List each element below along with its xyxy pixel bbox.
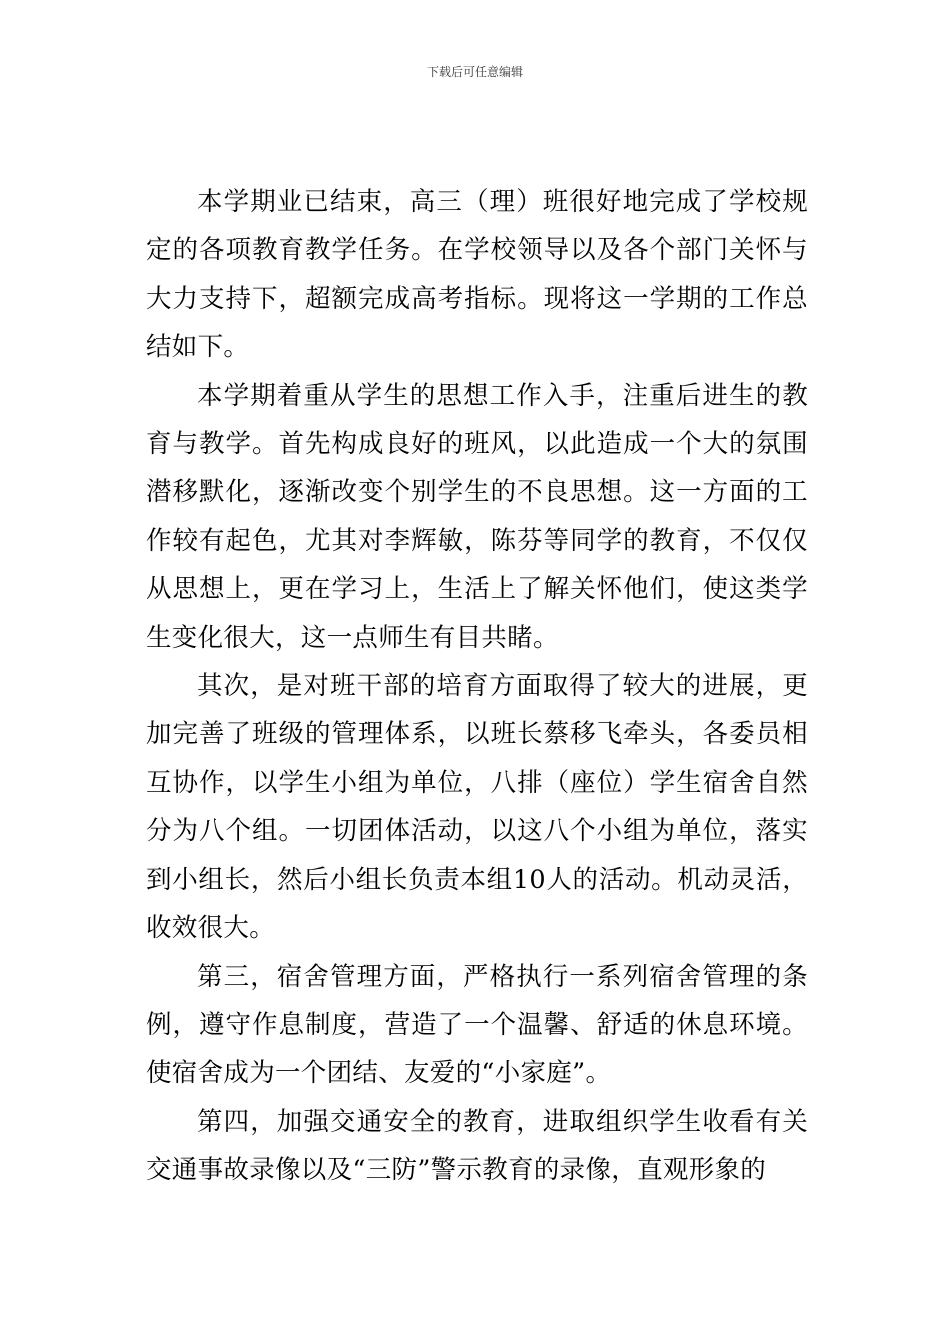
paragraph-class-cadres: 其次，是对班干部的培育方面取得了较大的进展，更加完善了班级的管理体系，以班长蔡移飞牵头，各委员相互协作，以学生小组为单位，八排（座位）学生宿舍自然分为八个组。一切团体活动，以这八个小组为单位，落实到小组长，然后小组长负责本组10人的活动。机动灵活，收效很大。 <box>146 671 808 944</box>
paragraph-dormitory: 第三，宿舍管理方面，严格执行一系列宿舍管理的条例，遵守作息制度，营造了一个温馨、舒适的休息环境。使宿舍成为一个团结、友爱的“小家庭”。 <box>146 961 808 1089</box>
paragraph-traffic-safety: 第四，加强交通安全的教育，进取组织学生收看有关交通事故录像以及“三防”警示教育的录像，直观形象的 <box>146 1106 808 1186</box>
paragraph-intro: 本学期业已结束，高三（理）班很好地完成了学校规定的各项教育教学任务。在学校领导以及各个部门关怀与大力支持下，超额完成高考指标。现将这一学期的工作总结如下。 <box>146 187 808 363</box>
paragraph-ideology: 本学期着重从学生的思想工作入手，注重后进生的教育与教学。首先构成良好的班风，以此造成一个大的氛围潜移默化，逐渐改变个别学生的不良思想。这一方面的工作较有起色，尤其对李辉敏，陈芬等同学的教育，不仅仅从思想上，更在学习上，生活上了解关怀他们，使这类学生变化很大，这一点师生有目共睹。 <box>146 380 808 653</box>
document-body <box>146 178 808 1195</box>
page-header-note: 下载后可任意编辑 <box>426 65 523 79</box>
